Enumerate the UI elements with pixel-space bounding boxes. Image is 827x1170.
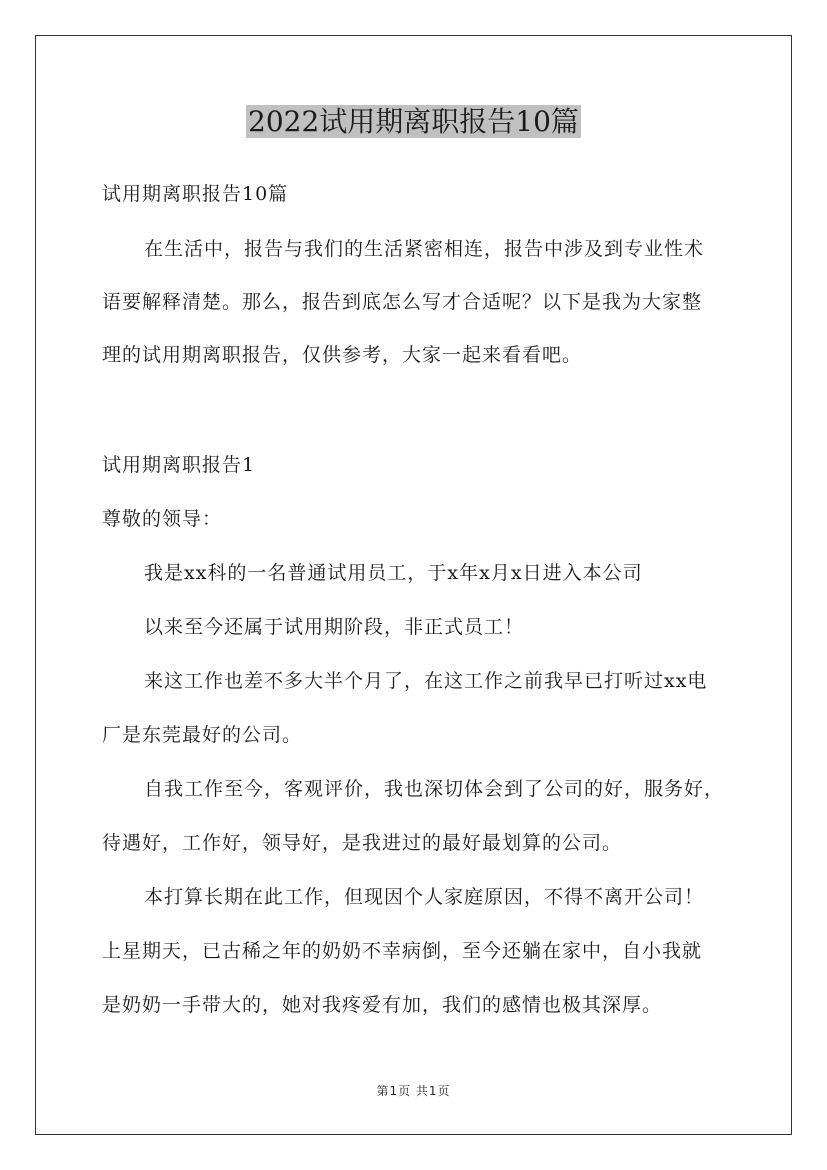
body-line-3: 来这工作也差不多大半个月了，在这工作之前我早已打听过xx电 — [144, 670, 708, 692]
section-heading: 试用期离职报告1 — [102, 454, 256, 476]
intro-line-3: 理的试用期离职报告，仅供参考，大家一起来看看吧。 — [102, 344, 583, 366]
body-line-1: 我是xx科的一名普通试用员工，于x年x月x日进入本公司 — [144, 562, 643, 584]
body-line-5: 自我工作至今，客观评价，我也深切体会到了公司的好，服务好， — [144, 778, 725, 800]
body-line-7: 本打算长期在此工作，但现因个人家庭原因，不得不离开公司！ — [144, 886, 705, 908]
body-line-2: 以来至今还属于试用期阶段，非正式员工！ — [144, 616, 525, 638]
intro-line-2: 语要解释清楚。那么，报告到底怎么写才合适呢？以下是我为大家整 — [102, 291, 703, 313]
body-line-8: 上星期天，已古稀之年的奶奶不幸病倒，至今还躺在家中，自小我就 — [102, 940, 703, 962]
body-line-4: 厂是东莞最好的公司。 — [102, 724, 303, 746]
document-title-text: 2022试用期离职报告10篇 — [248, 105, 579, 138]
document-title — [0, 100, 827, 144]
body-line-9: 是奶奶一手带大的，她对我疼爱有加，我们的感情也极其深厚。 — [102, 994, 663, 1016]
body-line-6: 待遇好，工作好，领导好，是我进过的最好最划算的公司。 — [102, 832, 623, 854]
document-subtitle: 试用期离职报告10篇 — [102, 183, 289, 205]
salutation: 尊敬的领导： — [102, 508, 223, 530]
page-number: 第1页 共1页 — [376, 1084, 451, 1098]
intro-line-1: 在生活中，报告与我们的生活紧密相连，报告中涉及到专业性术 — [144, 238, 705, 260]
